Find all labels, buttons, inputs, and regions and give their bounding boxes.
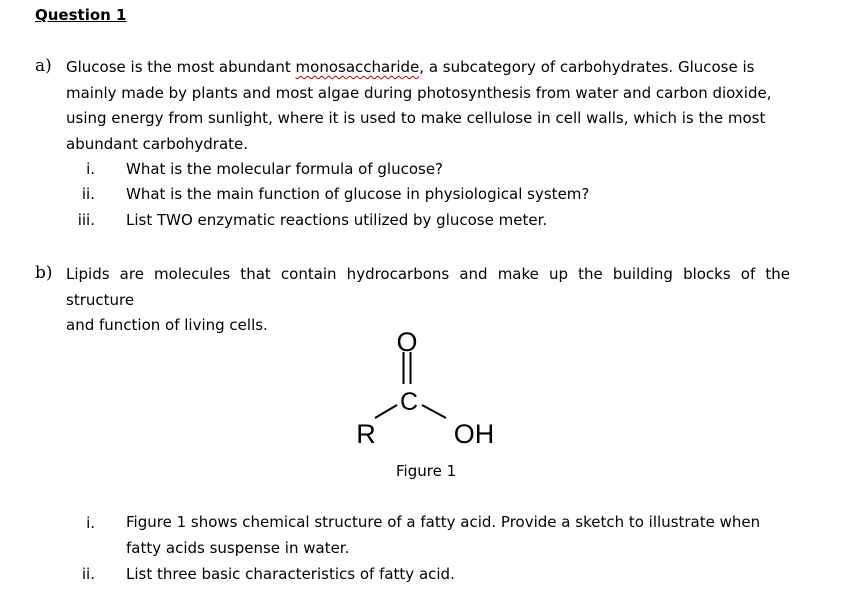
part-b-label: b) [35, 263, 53, 283]
part-a-line-4: abundant carbohydrate. [66, 134, 249, 153]
part-a-sub-text-1: What is the molecular formula of glucose? [126, 160, 444, 178]
part-b-line-2: and function of living cells. [66, 316, 268, 334]
part-a-line-1: Glucose is the most abundant monosaccharide, a subcategory of carbohydrates. Glucose is [66, 58, 755, 76]
part-a-sub-num-3: iii. [77, 211, 95, 229]
atom-hydroxyl: OH [453, 419, 495, 449]
part-b-line-1: Lipids are molecules that contain hydrocarbons and make up the building blocks of the structure [66, 265, 790, 309]
part-a-sub-text-2: What is the main function of glucose in physiological system? [126, 185, 590, 203]
part-b-sub-text-1 [126, 510, 790, 561]
figure-caption: Figure 1 [396, 462, 457, 480]
part-a-line-2: mainly made by plants and most algae during photosynthesis from water and carbon dioxide, [66, 83, 772, 102]
part-b-sub-1-line-2: fatty acids suspense in water. [126, 538, 350, 557]
part-a-sub-text-3: List TWO enzymatic reactions utilized by glucose meter. [126, 211, 548, 229]
part-a-label: a) [35, 56, 52, 76]
bond-r-c [375, 405, 397, 418]
part-b-sub-text-2: List three basic characteristics of fatty acid. [126, 565, 455, 583]
part-b-sub-1-line-1: Figure 1 shows chemical structure of a fatty acid. Provide a sketch to illustrate when [126, 513, 761, 531]
part-b-sub-num-2: ii. [81, 565, 95, 583]
bond-c-oh [422, 405, 446, 418]
atom-carbon: C [399, 388, 419, 416]
atom-r-group: R [356, 419, 376, 449]
spelling-underline-word: monosaccharide [295, 58, 420, 76]
atom-oxygen: O [396, 327, 418, 357]
part-a-sub-num-1: i. [86, 160, 95, 178]
part-b-sub-num-1: i. [86, 514, 95, 532]
part-a-line-3: using energy from sunlight, where it is used to make cellulose in cell walls, which is the most [66, 109, 766, 127]
question-title: Question 1 [35, 6, 127, 24]
part-a-sub-num-2: ii. [81, 185, 95, 203]
